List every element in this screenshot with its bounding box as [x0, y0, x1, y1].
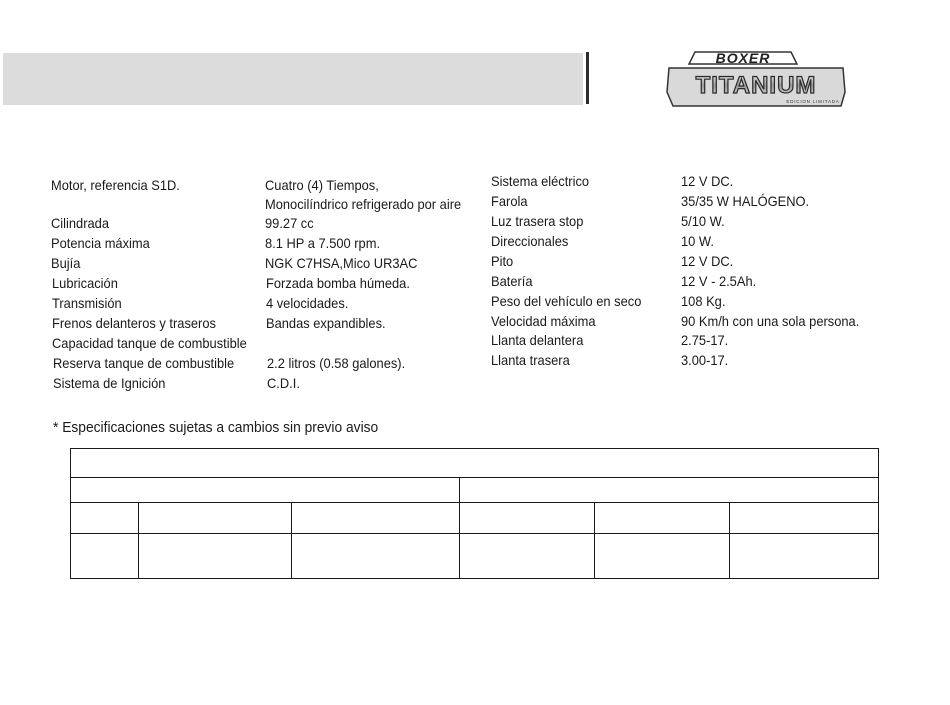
spec-value: 90 Km/h con una sola persona.	[681, 313, 860, 329]
spec-value: 2.2 litros (0.58 galones).	[267, 355, 406, 371]
table-col-divider	[291, 502, 292, 578]
svg-text:BOXER: BOXER	[715, 50, 771, 66]
spec-label: Transmisión	[52, 295, 122, 311]
spec-label: Cilindrada	[51, 215, 110, 231]
spec-value: Bandas expandibles.	[266, 315, 386, 331]
spec-label: Pito	[491, 253, 514, 269]
table-row-divider	[71, 502, 878, 503]
spec-label: Llanta trasera	[491, 352, 570, 368]
header-divider	[586, 52, 589, 104]
svg-text:TITANIUM: TITANIUM	[695, 72, 817, 99]
spec-label: Llanta delantera	[491, 332, 584, 348]
spec-value: Forzada bomba húmeda.	[266, 275, 410, 291]
table-row-divider	[71, 533, 878, 534]
spec-value: 12 V DC.	[681, 173, 734, 189]
spec-value: Monocilíndrico refrigerado por aire	[265, 196, 462, 212]
spec-label: Frenos delanteros y traseros	[52, 315, 216, 331]
spec-value: 35/35 W HALÓGENO.	[681, 193, 810, 209]
disclaimer-note: * Especificaciones sujetas a cambios sin previo aviso	[53, 419, 379, 436]
spec-value: 108 Kg.	[681, 293, 726, 309]
spec-label: Batería	[491, 273, 533, 289]
spec-value: NGK C7HSA,Mico UR3AC	[265, 255, 418, 271]
spec-value: 8.1 HP a 7.500 rpm.	[265, 235, 381, 251]
spec-label: Reserva tanque de combustible	[53, 355, 235, 371]
table-col-divider	[594, 502, 595, 578]
blank-table	[70, 448, 879, 579]
boxer-titanium-logo	[665, 48, 848, 112]
table-col-divider	[729, 502, 730, 578]
spec-label: Motor, referencia S1D.	[51, 177, 180, 193]
spec-label: Sistema de Ignición	[53, 375, 166, 391]
spec-value: 5/10 W.	[681, 213, 725, 229]
spec-value: 10 W.	[681, 233, 714, 249]
spec-label: Velocidad máxima	[491, 313, 596, 329]
spec-value: C.D.I.	[267, 375, 300, 391]
spec-value: 12 V - 2.5Ah.	[681, 273, 757, 289]
spec-value: 4 velocidades.	[266, 295, 349, 311]
spec-value: 2.75-17.	[681, 332, 729, 348]
table-col-divider	[459, 477, 460, 578]
header-band	[3, 53, 583, 105]
spec-value: 99.27 cc	[265, 215, 314, 231]
svg-text:EDICION LIMITADA: EDICION LIMITADA	[786, 99, 840, 104]
spec-label: Farola	[491, 193, 528, 209]
table-row-divider	[71, 477, 878, 478]
spec-label: Capacidad tanque de combustible	[52, 335, 247, 351]
spec-label: Sistema eléctrico	[491, 173, 590, 189]
spec-label: Potencia máxima	[51, 235, 150, 251]
spec-label: Luz trasera stop	[491, 213, 584, 229]
spec-label: Bujía	[51, 255, 81, 271]
spec-label: Lubricación	[52, 275, 118, 291]
spec-value: 3.00-17.	[681, 352, 729, 368]
spec-value: Cuatro (4) Tiempos,	[265, 177, 379, 193]
table-col-divider	[138, 502, 139, 578]
spec-value: 12 V DC.	[681, 253, 734, 269]
spec-label: Peso del vehículo en seco	[491, 293, 642, 309]
spec-label: Direccionales	[491, 233, 569, 249]
